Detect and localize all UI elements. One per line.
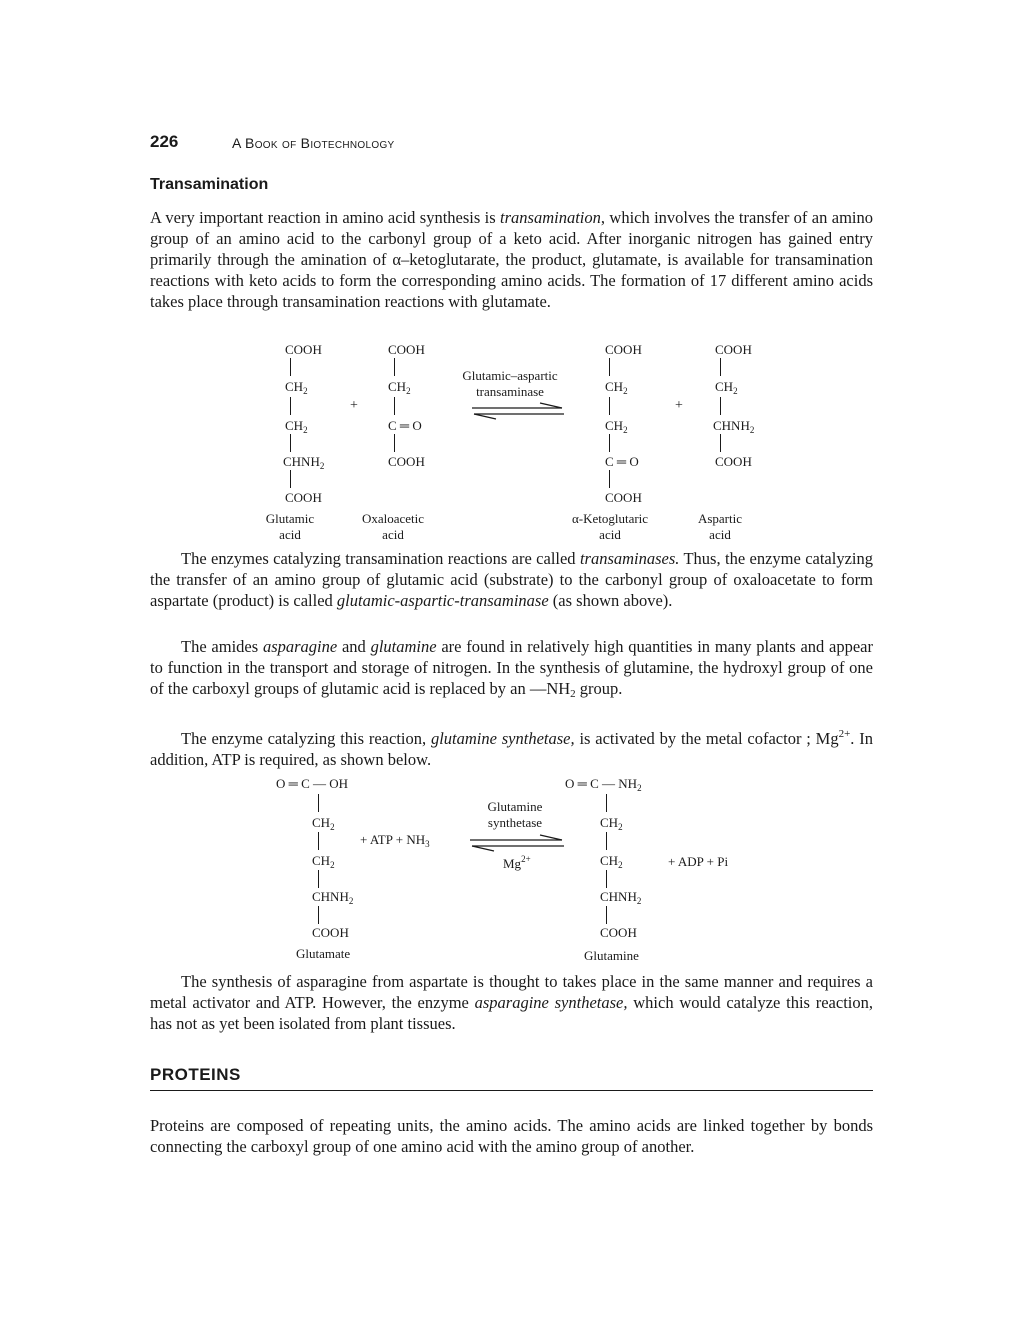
glu-ch2-1: $CH_2$ (285, 379, 308, 396)
cofactor-mg: $Mg^{2+}$ (503, 854, 531, 871)
paragraph-proteins: Proteins are composed of repeating units, the amino acids. The amino acids are linked together by bonds connecting the carboxyl group of one amino acid with the amino group of another. (150, 1116, 873, 1156)
bond (394, 358, 395, 376)
glu-carboxyl: O ═ C — OH (276, 776, 349, 791)
oxa-ch2: $CH_2$ (388, 379, 411, 396)
gln-chnh2: $CHNH_2$ (600, 889, 642, 906)
label-glutamine: Glutamine (584, 948, 639, 963)
oxa-cooh-top: COOH (388, 342, 425, 357)
bond (318, 832, 319, 850)
label-glutamic-acid: Glutamic acid (265, 511, 315, 542)
glu-chnh2: $CHNH_2$ (283, 454, 325, 471)
bond (606, 906, 607, 924)
oxa-c-double-o: C ═ O (388, 418, 422, 433)
oxa-cooh-bottom: COOH (388, 454, 425, 469)
enzyme-line-2: synthetase (487, 815, 543, 830)
label-glutamate: Glutamate (296, 946, 351, 961)
emphasis: transamination (500, 208, 601, 227)
glu-ch2-2: $CH_2$ (285, 418, 308, 435)
text-span: A very important reaction in amino acid synthesis is (150, 208, 501, 227)
enzyme-label (460, 799, 570, 831)
akg-ch2-1: $CH_2$ (605, 379, 628, 396)
section-title: Transamination (150, 176, 269, 193)
plus-sign: + (350, 398, 358, 413)
bond (394, 434, 395, 452)
heading-rule (150, 1090, 873, 1091)
glu-cooh: COOH (312, 925, 349, 940)
plus-sign: + (675, 398, 683, 413)
bond (290, 397, 291, 415)
glu-chnh2: $CHNH_2$ (312, 889, 354, 906)
akg-cooh-top: COOH (605, 342, 642, 357)
bond (318, 870, 319, 888)
glu-cooh-bottom: COOH (285, 490, 322, 505)
book-title: A Book of Biotechnology (232, 135, 395, 151)
bond (609, 397, 610, 415)
products-adp-pi: + ADP + Pi (668, 854, 729, 869)
bond (609, 470, 610, 488)
bond (720, 434, 721, 452)
asp-cooh-top: COOH (715, 342, 752, 357)
enzyme-label (450, 368, 570, 400)
paragraph-asparagine: The synthesis of asparagine from aspartate is thought to takes place in the same manner and requires a metal activator and ATP. However, the enzyme asparagine synthetase, which would catalyze this reaction, has not as yet been isolated from plant tissues. (150, 972, 873, 1033)
proteins-heading: PROTEINS (150, 1065, 241, 1084)
reactants-atp-nh3: + ATP + $NH_3$ (360, 832, 430, 849)
running-header (150, 132, 395, 152)
glu-ch2-1: $CH_2$ (312, 815, 335, 832)
paragraph-transamination (150, 207, 873, 312)
bond (290, 434, 291, 452)
glu-cooh-top: COOH (285, 342, 322, 357)
label-aspartic-acid: Aspartic acid (697, 511, 743, 542)
glu-ch2-2: $CH_2$ (312, 853, 335, 870)
gln-ch2-1: $CH_2$ (600, 815, 623, 832)
gln-cooh: COOH (600, 925, 637, 940)
bond (720, 358, 721, 376)
paragraph-amides: The amides asparagine and glutamine are found in relatively high quantities in many plants and appear to function in the transport and storage of nitrogen. In the synthesis of glutamine, the hydroxyl group of one of the carboxyl groups of glutamic acid is replaced by an $—NH_2$ group. (150, 637, 873, 700)
bond (318, 794, 319, 812)
asp-chnh2: $CHNH_2$ (713, 418, 755, 435)
bond (609, 434, 610, 452)
label-ketoglutaric-acid: α-Ketoglutaric acid (571, 511, 649, 542)
enzyme-line-1: Glutamic–aspartic (462, 368, 558, 383)
bond (606, 794, 607, 812)
bond (606, 832, 607, 850)
akg-ch2-2: $CH_2$ (605, 418, 628, 435)
asp-cooh-bottom: COOH (715, 454, 752, 469)
akg-cooh-bottom: COOH (605, 490, 642, 505)
bond (318, 906, 319, 924)
bond (290, 358, 291, 376)
bond (394, 397, 395, 415)
bond (609, 358, 610, 376)
equilibrium-arrow-icon (470, 402, 566, 422)
paragraph-transaminases: The enzymes catalyzing transamination reactions are called transaminases. Thus, the enzyme catalyzing the transfer of an amino group of glutamic acid (substrate) to the carbonyl group of oxaloacetate to form aspartate (product) is called glutamic-aspartic-transaminase (as shown above). (150, 549, 873, 610)
bond (720, 397, 721, 415)
label-oxaloacetic-acid: Oxaloacetic acid (361, 511, 425, 542)
bond (606, 870, 607, 888)
asp-ch2: $CH_2$ (715, 379, 738, 396)
equilibrium-arrow-icon (468, 834, 566, 854)
bond (290, 470, 291, 488)
enzyme-line-2: transaminase (476, 384, 544, 399)
enzyme-line-1: Glutamine (487, 799, 543, 814)
gln-ch2-2: $CH_2$ (600, 853, 623, 870)
akg-c-double-o: C ═ O (605, 454, 639, 469)
paragraph-glutamine-synthetase: The enzyme catalyzing this reaction, glutamine synthetase, is activated by the metal cofactor ; $Mg^{2+}$. In addition, ATP is required, as shown below. (150, 728, 873, 769)
gln-amide: O ═ C — $NH_2$ (565, 776, 642, 793)
page-number: 226 (150, 132, 179, 151)
text-span: , which involves the transfer of an amino group of an amino acid to the carbonyl group of a keto acid. After inorganic nitrogen has gained entry primarily through the amination of α–ketoglutarate, the product, glutamate, is available for transamination reactions with keto acids to form the corresponding amino acids. The formation of 17 different amino acids takes place through transamination reactions with glutamate. (150, 208, 873, 311)
